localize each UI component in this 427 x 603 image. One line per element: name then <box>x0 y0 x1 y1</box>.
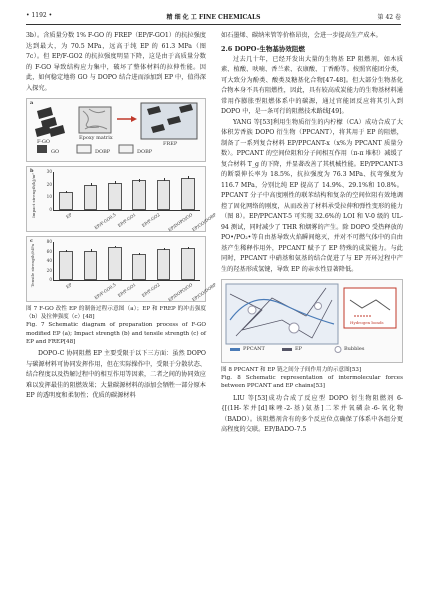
figure-7-caption-cn: 图 7 F-GO 改性 EP 的制备过程示意图（a）；EP 和 FREP 的冲击强度（b）及拉伸强度（c）[48] <box>26 306 206 321</box>
bar-ep-f-go2 <box>132 180 145 210</box>
y-tick-label: 0 <box>49 277 52 282</box>
right-paragraph-1: 如石墨烯、碳纳米管等价格昂贵，会进一步提高生产成本。 <box>221 32 382 39</box>
chart-b-ylabel: Impact strength/kJ/m² <box>30 173 36 218</box>
right-column <box>221 31 403 436</box>
bar-ep-go-dobp <box>181 178 194 210</box>
label-go: GO <box>51 149 60 155</box>
chart-b-plot <box>46 169 217 233</box>
error-bar <box>139 253 140 255</box>
figure-8-caption-cn: 图 8 PPCANT 和 EP 链之间分子间作用力的示意图[53] <box>221 367 362 373</box>
error-bar <box>164 178 165 181</box>
x-tick-label: EP/F-GO1 <box>116 212 137 229</box>
chart-c-plot <box>46 239 217 303</box>
error-bar <box>139 179 140 182</box>
x-tick-label: EP/GO/DOBP <box>190 212 217 233</box>
volume-label: 第 42 卷 <box>377 14 401 21</box>
x-tick-label: EP/DOPO/GO <box>166 282 193 303</box>
x-tick-label: EP/F-GO0.5 <box>92 212 117 231</box>
left-paragraph-2: DOPO-C 协同阻燃 EP 主要受限于以下三方面：虽然 DOPO 与碳源材料可协同发挥作用，但在实际操作中，受限于分散状态、结合程度以及热解过程中的相互作用等因素，二者之间的协同效应难以发挥最佳的阻燃效果；大量碳源材料的添加会牺牲一部分原本 EP 的透明度和柔韧性；优质的碳源材料 <box>26 350 206 400</box>
bar-ep <box>59 192 72 210</box>
bar-ep-f-go0-5 <box>84 185 97 210</box>
figure-8 <box>221 279 403 363</box>
bar-ep-dopo-go <box>157 249 170 280</box>
y-tick-label: 0 <box>49 207 52 212</box>
figure-7-caption-en: Fig. 7 Schematic diagram of preparation process of F-GO modified EP (a); Impact strength (b) and tensile strength (c) of EP and FREP[48] <box>26 322 206 345</box>
y-tick-label: 40 <box>46 258 52 263</box>
error-bar <box>188 176 189 179</box>
x-tick-label: EP/F-GO0.5 <box>92 282 117 301</box>
error-bar <box>164 248 165 250</box>
y-tick-label: 20 <box>46 267 52 273</box>
figure-7c <box>26 236 217 303</box>
section-heading: 2.6 DOPO-生物基协效阻燃 <box>221 44 305 53</box>
x-tick-label: EP/F-GO1 <box>116 282 137 299</box>
y-tick-label: 20 <box>46 181 52 187</box>
page-number: • 1192 • <box>26 12 53 19</box>
legend-bubbles: Bubbles <box>344 346 365 352</box>
error-bar <box>115 181 116 184</box>
journal-title: 精 细 化 工 FINE CHEMICALS <box>166 14 261 21</box>
label-frep: FREP <box>163 141 178 147</box>
right-paragraph-4: LIU 等[53]成功合成了反应型 DOPO 衍生物阻燃剂 6-{[(1H-苯并[d]咪唑-2-基)氨基]二苯并氧磷杂-6-氧化物（BADO）。该阻燃剂含有的多个反应位点确保了体系中各组分更高程度的交联。EP/BADO-7.5 <box>221 394 403 434</box>
error-bar <box>66 191 67 194</box>
x-tick-label: EP/F-GO2 <box>140 212 161 229</box>
y-tick-label: 80 <box>46 239 52 244</box>
panel-a-label: a <box>30 100 34 106</box>
bar-ep-f-go2 <box>132 254 145 280</box>
legend-ppcant: PPCANT <box>243 346 265 352</box>
y-tick-label: 60 <box>46 248 52 254</box>
error-bar <box>91 183 92 186</box>
bar-ep-go-dobp <box>181 248 194 280</box>
panel-b-label: b <box>30 168 34 174</box>
x-tick-label: EP/GO/DOBP <box>190 282 217 303</box>
y-tick-label: 10 <box>46 194 52 200</box>
bar-ep-f-go0-5 <box>84 251 97 280</box>
left-paragraph-1: 3b）。含质量分数 1% F-GO 的 FREP（EP/F-GO1）的抗拉强度达到最大，为 70.5 MPa，远高于纯 EP 的 61.3 MPa（图 7c）。但 EP/F-GO2 的抗拉强度明显下降，这是由于高质量分数的 F-GO 导致结构应力集中，破坏了整体材料的拉伸性能。因此，如何稳定地将 GO 与 DOPO 结合进而添加到 EP 中，值得深入探究。 <box>26 32 206 92</box>
bar-ep <box>59 251 72 280</box>
y-tick-label: 30 <box>46 169 52 174</box>
bar-ep-f-go1 <box>108 183 121 210</box>
label-hydrogen-bonds: Hydrogen bonds <box>350 320 384 325</box>
figure-7a <box>26 98 206 162</box>
bar-ep-f-go1 <box>108 247 121 280</box>
header-rule <box>26 24 401 25</box>
x-tick-label: EP <box>65 212 73 220</box>
left-column <box>26 31 217 402</box>
error-bar <box>66 250 67 252</box>
x-tick-label: EP/DOPO/GO <box>166 212 193 233</box>
label-f-go: F-GO <box>37 139 51 145</box>
error-bar <box>188 247 189 249</box>
legend-ep: EP <box>295 346 303 352</box>
page-header <box>26 12 401 24</box>
panel-c-label: c <box>30 238 34 244</box>
right-paragraph-3: YANG 等[53]利用生物质衍生的内柠檬（CA）成功合成了大体积芳香族 DOPO 衍生物（PPCANT），将其用于 EP 的阻燃，制备了一系列复合材料 EP/PPCANT-x（x%为 PPCANT 质量分数）。PPCANT 的空间位阻和分子间相互作用（π-π 堆积）减缓了复合材料 T_g 的下降，并显著改善了其机械性能。EP/PPCANT-3 的断裂伸长率为 18.5%，抗拉强度为 76.3 MPa、抗弯强度为 116.7 MPa，分别比纯 EP 提高了 14.9%、29.1%和 10.8%。PPCANT 分子中高度刚性的联苯结构和复杂的空间位阻有效地调控了固化网络的刚度，从而改善了材料承受拉伸和弹性变形的能力（图 8）。EP/PPCANT-5 可实现 32.6%的 LOI 和 V-0 级的 UL-94 测试，同时减少了 THR 和烟雾的产生。除 DOPO 受热释放的 PO•/PO₂•等自由基导致火焰瞬间熄灭，并对不可燃气体中的自由基产生稀释作用外，PPCANT 赋予了 EP 特殊的成炭能力。与此同时，PPCANT 中硝基和氨基的结合促进了与 EP 开环过程中产生的羟基形成氢键，导致 EP 的亲水性显著降低。 <box>221 118 403 273</box>
figure-8-caption-en: Fig. 8 Schematic representation of intermolecular forces between PPCANT and EP chains[53] <box>221 375 403 390</box>
figure-7b <box>26 166 217 233</box>
label-epoxy-matrix: Epoxy matrix <box>79 135 113 141</box>
right-paragraph-2: 过去几十年，已经开发出大量的生物基 EP 阻燃剂，如木质素、植酸、呋喃、香兰素、衣康酸、丁香酚等。按照官能团分类，可大致分为酚类、酸类及糖基化合物[47-48]。但大部分生物基化合物本身不具有阻燃性，因此，具有较高成炭能力的生物基材料通常用作膨胀型阻燃体系中的碳源，通过官能团反应将其引入到 DOPO 中，是一条可行的阻燃技术路线[49]。 <box>221 55 403 115</box>
chart-c-ylabel: Tensile strength/MPa <box>30 243 36 288</box>
label-dobp-2: DOBP <box>137 149 153 155</box>
x-tick-label: EP <box>65 282 73 290</box>
x-tick-label: EP/F-GO2 <box>140 282 161 299</box>
error-bar <box>91 249 92 251</box>
label-dobp: DOBP <box>95 149 111 155</box>
error-bar <box>115 246 116 248</box>
bar-ep-dopo-go <box>157 180 170 210</box>
